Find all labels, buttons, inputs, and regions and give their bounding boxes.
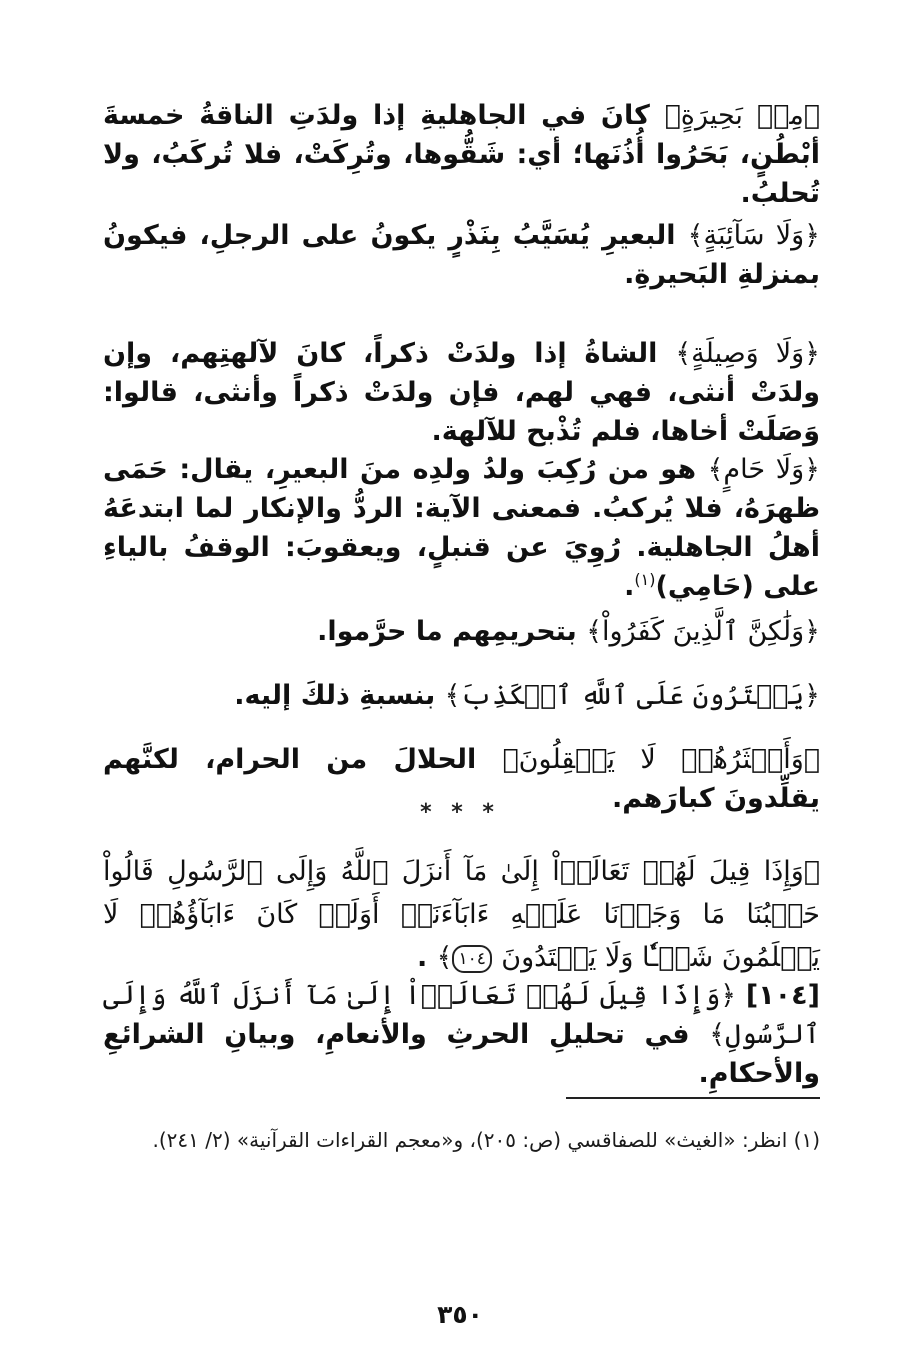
verse-end: . bbox=[416, 942, 437, 973]
section-separator: * * * bbox=[420, 800, 500, 825]
verse-open-bracket: ﴿ bbox=[803, 856, 820, 887]
footnote-divider bbox=[566, 1097, 820, 1099]
sentence-end: . bbox=[624, 571, 635, 602]
explanation-text: بنسبةِ ذلكَ إليه. bbox=[234, 680, 445, 711]
quran-quote: ﴿مِنۢ بَحِيرَةٍ﴾ bbox=[664, 100, 820, 131]
paragraph-saiba bbox=[103, 216, 820, 294]
quran-quote: ﴿وَلَا حَامٍ﴾ bbox=[707, 454, 820, 485]
explanation-text: كانَ في الجاهليةِ إذا ولدَتِ الناقةُ خمسةَ أبْطُنٍ، بَحَرُوا أُذُنَها؛ أي: شَقُّوها، وتُرِكَتْ، فلا تُركَبُ، ولا تُحلبُ. bbox=[103, 100, 820, 209]
explanation-text: البعيرِ يُسَيَّبُ بِنَذْرٍ يكونُ على الرجلِ، فيكونُ بمنزلةِ البَحيرةِ. bbox=[103, 220, 820, 290]
explanation-text: الشاةُ إذا ولدَتْ ذكراً، كانَ لآلهتِهم، وإن ولدَتْ أنثى، فهي لهم، فإن ولدَتْ ذكراً وأنثى، قالوا: وَصَلَتْ أخاها، فلم تُذْبح للآلهة. bbox=[103, 338, 820, 447]
ayah-number-marker: ١٠٤ bbox=[452, 945, 491, 973]
quran-quote: ﴿وَلَا وَصِيلَةٍ﴾ bbox=[675, 338, 820, 369]
page-number: ٣٥٠ bbox=[437, 1300, 483, 1329]
quran-quote: ﴿وَإِذَا قِيلَ لَهُمۡ تَعَالَوۡاْ إِلَىٰ مَآ أَنزَلَ ٱللَّهُ وَإِلَى ٱلرَّسُولِ﴾ bbox=[103, 980, 820, 1050]
quran-verse-104 bbox=[103, 850, 820, 979]
paragraph-yaftarun bbox=[103, 676, 820, 715]
explanation-text: الحلالَ من الحرام، لكنَّهم يقلِّدونَ كبارَهم. bbox=[103, 744, 820, 814]
quran-quote: ﴿وَلَا سَآئِبَةٍ﴾ bbox=[687, 220, 821, 251]
paragraph-wasila bbox=[103, 334, 820, 451]
explanation-text: هو من رُكِبَ ولدُ ولدِه منَ البعيرِ، يقال: حَمَى ظهرَهُ، فلا يُركبُ. فمعنى الآية: الردُّ والإنكار لما ابتدعَهُ أهلُ الجاهلية. رُوِيَ عن قنبلٍ، ويعقوبَ: الوقفُ بالياءِ على (حَامِي) bbox=[103, 454, 820, 602]
explanation-text: في تحليلِ الحرثِ والأنعامِ، وبيانِ الشرائعِ والأحكامِ. bbox=[103, 1019, 820, 1089]
verse-text: وَإِذَا قِيلَ لَهُمۡ تَعَالَوۡاْ إِلَىٰ مَآ أَنزَلَ ٱللَّهُ وَإِلَى ٱلرَّسُولِ قَالُواْ حَسۡبُنَا مَا وَجَدۡنَا عَلَيۡهِ ءَابَآءَنَآۚ أَوَلَوۡ كَانَ ءَابَآؤُهُمۡ لَا يَعۡلَمُونَ شَيۡـٔٗا وَلَا يَهۡتَدُونَ bbox=[103, 856, 820, 973]
commentary-verse-104 bbox=[103, 976, 820, 1093]
footnote bbox=[103, 1123, 820, 1157]
paragraph-lakin bbox=[103, 612, 820, 651]
quran-quote: ﴿وَأَكۡثَرُهُمۡ لَا يَعۡقِلُونَ﴾ bbox=[502, 744, 820, 775]
paragraph-ham bbox=[103, 450, 820, 606]
paragraph-bahira bbox=[103, 96, 820, 213]
verse-reference: [١٠٤] bbox=[745, 980, 820, 1011]
quran-quote: ﴿وَلَٰكِنَّ ٱلَّذِينَ كَفَرُواْ﴾ bbox=[586, 616, 820, 647]
explanation-text: بتحريمِهم ما حرَّموا. bbox=[317, 616, 587, 647]
verse-close-bracket: ﴾ bbox=[436, 942, 453, 973]
footnote-reference[interactable]: (١) bbox=[634, 570, 656, 589]
footnote-text: انظر: «الغيث» للصفاقسي (ص: ٢٠٥)، و«معجم القراءات القرآنية» (٢/ ٢٤١). bbox=[152, 1128, 794, 1152]
footnote-number: (١) bbox=[793, 1128, 820, 1152]
quran-quote: ﴿يَفۡتَرُونَ عَلَى ٱللَّهِ ٱلۡكَذِبَ﴾ bbox=[444, 680, 820, 711]
